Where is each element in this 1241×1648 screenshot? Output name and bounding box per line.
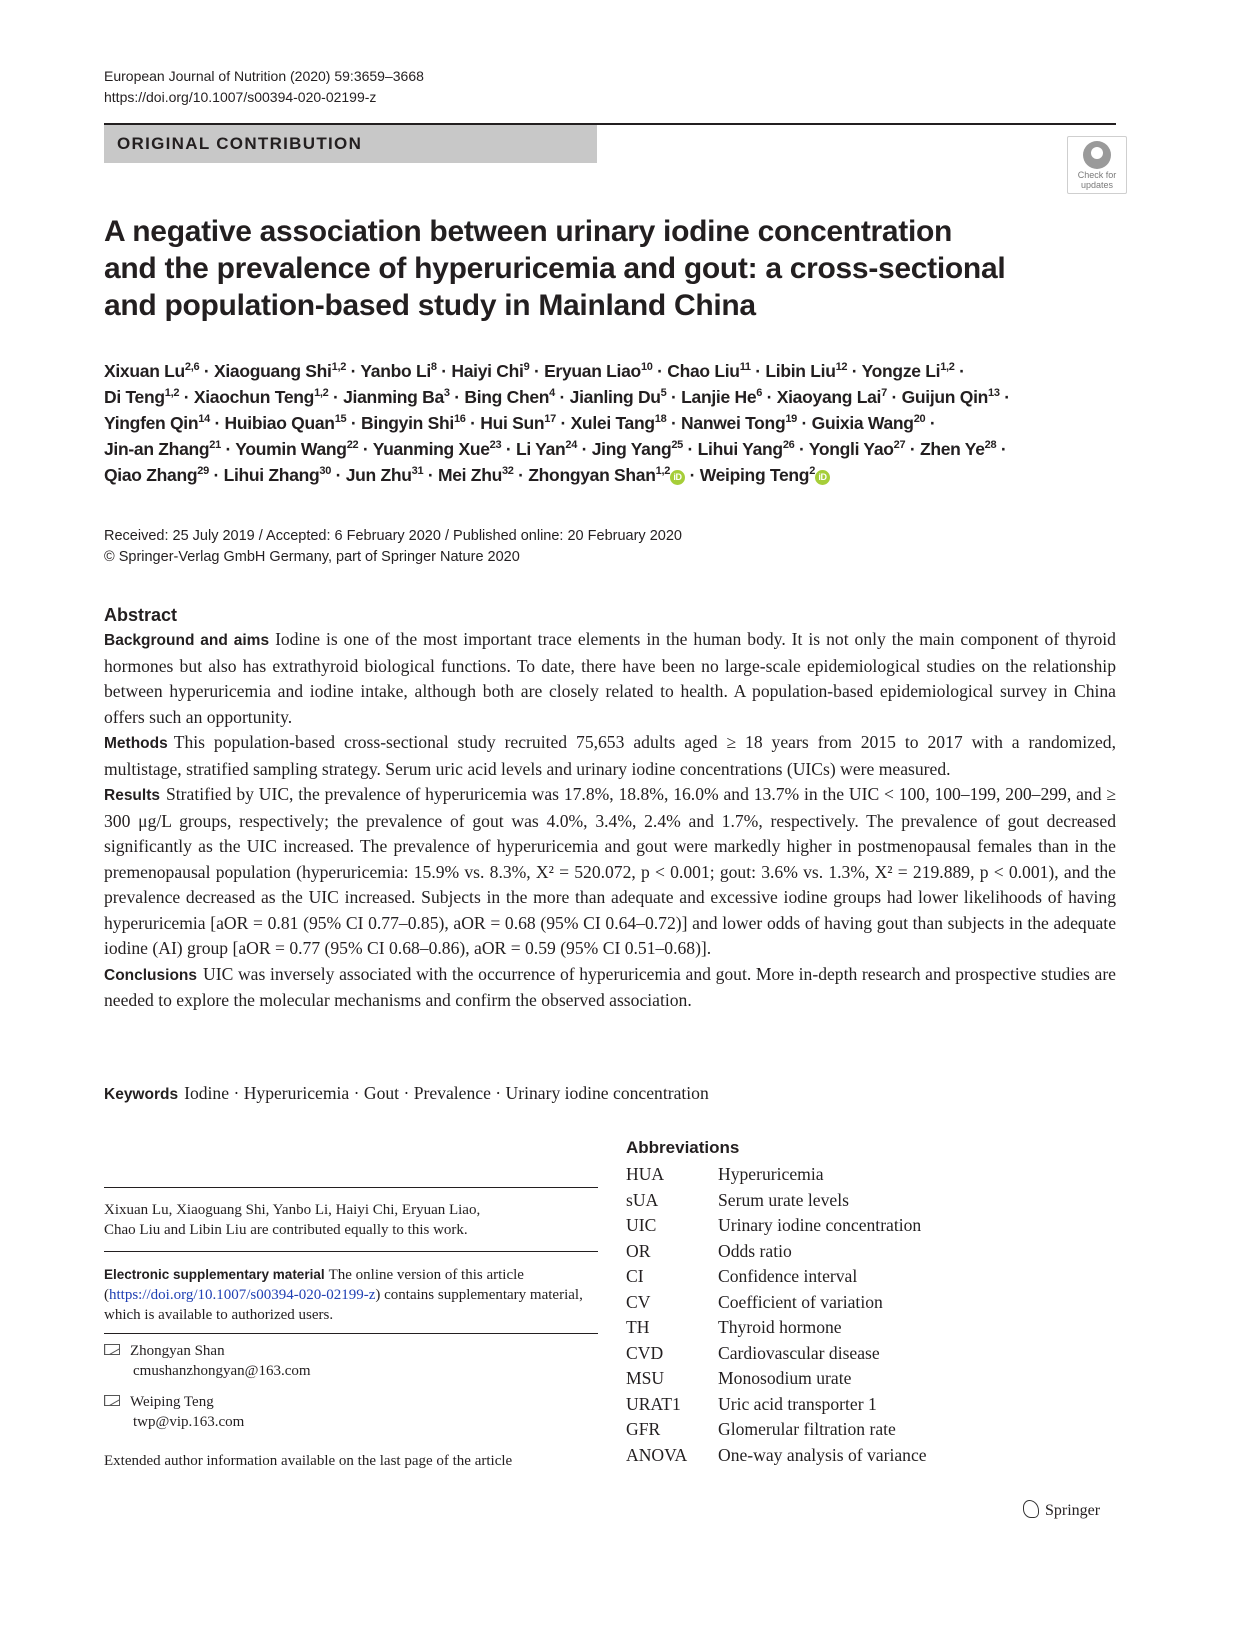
abbreviation-term: TH bbox=[626, 1317, 650, 1337]
author-affiliation: 11 bbox=[739, 361, 751, 373]
author-name: Mei Zhu bbox=[437, 465, 502, 485]
title-line: and population-based study in Mainland China bbox=[104, 289, 756, 322]
author bbox=[194, 387, 329, 407]
author-name: Weiping Teng bbox=[699, 465, 810, 485]
extended-author-info: Extended author information available on the last page of the article bbox=[104, 1453, 513, 1469]
author-affiliation: 1,2 bbox=[940, 361, 955, 373]
contact-email[interactable]: cmushanzhongyan@163.com bbox=[133, 1363, 311, 1379]
author-separator: · bbox=[954, 361, 965, 381]
journal-doi[interactable]: https://doi.org/10.1007/s00394-020-02199-z bbox=[104, 89, 377, 105]
author-name: Yuanming Xue bbox=[372, 439, 490, 459]
abstract-conclusions bbox=[104, 962, 1116, 1014]
contact-name: Weiping Teng bbox=[130, 1394, 214, 1410]
abbreviation-definition: Thyroid hormone bbox=[718, 1317, 842, 1337]
envelope-icon bbox=[104, 1395, 120, 1406]
author-separator: · bbox=[358, 439, 373, 459]
author-affiliation: 29 bbox=[197, 465, 209, 477]
author bbox=[700, 465, 830, 485]
author-separator: · bbox=[750, 361, 766, 381]
abbreviation-definition: Odds ratio bbox=[718, 1240, 792, 1261]
abbreviation-term: MSU bbox=[626, 1368, 665, 1388]
author-separator: · bbox=[513, 465, 529, 485]
copyright-line: © Springer-Verlag GmbH Germany, part of Springer Nature 2020 bbox=[104, 549, 520, 565]
author-separator: · bbox=[328, 387, 344, 407]
author-separator: · bbox=[555, 413, 571, 433]
author-affiliation: 31 bbox=[411, 465, 424, 477]
author bbox=[104, 465, 209, 485]
author bbox=[214, 361, 346, 381]
author-separator: · bbox=[220, 439, 236, 459]
keywords-text: Iodine · Hyperuricemia · Gout · Prevalence · Urinary iodine concentration bbox=[184, 1083, 709, 1103]
author-name: Chao Liu bbox=[667, 361, 740, 381]
abbreviation-definition: Glomerular filtration rate bbox=[718, 1419, 896, 1439]
author-affiliation: 14 bbox=[198, 413, 210, 425]
author-name: Eryuan Liao bbox=[544, 361, 641, 381]
author-separator: · bbox=[465, 413, 481, 433]
author-separator: · bbox=[346, 413, 361, 433]
abstract-methods bbox=[104, 730, 1116, 782]
author-separator: · bbox=[925, 413, 936, 433]
author-affiliation: 12 bbox=[835, 361, 848, 373]
author-name: Jing Yang bbox=[591, 439, 672, 459]
author bbox=[570, 387, 667, 407]
springer-horse-icon bbox=[1023, 1500, 1039, 1518]
author-name: Jin-an Zhang bbox=[104, 439, 210, 459]
abstract-label: Methods bbox=[104, 735, 168, 752]
author-line bbox=[104, 384, 1134, 410]
author bbox=[104, 361, 199, 381]
author-separator: · bbox=[905, 439, 920, 459]
author bbox=[592, 439, 683, 459]
author-name: Qiao Zhang bbox=[104, 465, 198, 485]
section-label: ORIGINAL CONTRIBUTION bbox=[117, 134, 363, 153]
author bbox=[104, 387, 179, 407]
title-line: A negative association between urinary iodine concentration bbox=[104, 215, 953, 248]
author bbox=[516, 439, 577, 459]
author-name: Xixuan Lu bbox=[104, 361, 185, 381]
abbreviation-row bbox=[626, 1443, 927, 1469]
author-separator: · bbox=[762, 387, 777, 407]
author-separator: · bbox=[179, 387, 194, 407]
author-name: Jianling Du bbox=[569, 387, 661, 407]
esm-text: The online version of this article ( bbox=[104, 1267, 524, 1303]
abbreviation-row bbox=[626, 1213, 927, 1239]
author bbox=[571, 413, 667, 433]
contact-email[interactable]: twp@vip.163.com bbox=[133, 1414, 245, 1430]
author-separator: · bbox=[685, 465, 700, 485]
author-affiliation: 22 bbox=[346, 439, 359, 451]
contact-name: Zhongyan Shan bbox=[130, 1343, 225, 1359]
abbreviation-definition: Confidence interval bbox=[718, 1266, 858, 1286]
author-name: Zhongyan Shan bbox=[528, 465, 656, 485]
abbreviation-term: sUA bbox=[626, 1189, 659, 1210]
footnote-line: Chao Liu and Libin Liu are contributed equally to this work. bbox=[104, 1222, 468, 1238]
abstract-label: Conclusions bbox=[104, 966, 198, 984]
author-name: Zhen Ye bbox=[919, 439, 985, 459]
abbreviation-definition: One-way analysis of variance bbox=[718, 1444, 927, 1465]
keywords bbox=[104, 1081, 709, 1107]
author-name: Xiaoyang Lai bbox=[776, 387, 882, 407]
author-separator: · bbox=[996, 439, 1007, 459]
author-affiliation: 9 bbox=[523, 361, 530, 373]
author-separator: · bbox=[999, 387, 1010, 407]
abstract-heading: Abstract bbox=[104, 605, 178, 625]
abstract-text: This population-based cross-sectional study recruited 75,653 adults aged ≥ 18 years from 2015 to 2017 with a randomized, multistage, stratified sampling strategy. Serum uric acid levels and urinary iodine concentrations (UICs) were measured. bbox=[104, 732, 1116, 779]
author-affiliation: 25 bbox=[671, 439, 683, 451]
author bbox=[104, 413, 210, 433]
author-name: Xulei Tang bbox=[570, 413, 655, 433]
author-name: Di Teng bbox=[104, 387, 165, 407]
author-affiliation: 13 bbox=[988, 387, 1000, 399]
author bbox=[480, 413, 556, 433]
abstract-label: Background and aims bbox=[104, 632, 270, 649]
author-affiliation: 7 bbox=[881, 387, 887, 399]
author bbox=[809, 439, 905, 459]
author-name: Youmin Wang bbox=[235, 439, 347, 459]
author-name: Li Yan bbox=[515, 439, 566, 459]
author-separator: · bbox=[886, 387, 902, 407]
author bbox=[777, 387, 887, 407]
author-separator: · bbox=[666, 413, 682, 433]
author-separator: · bbox=[666, 387, 682, 407]
author-name: Yingfen Qin bbox=[104, 413, 199, 433]
contact-zhongyan-shan bbox=[104, 1341, 598, 1381]
abbreviation-row bbox=[626, 1264, 927, 1290]
abbreviation-term: CV bbox=[626, 1291, 651, 1312]
author-line bbox=[104, 410, 1134, 436]
abbreviation-term: OR bbox=[626, 1240, 651, 1261]
author bbox=[104, 439, 221, 459]
abbreviation-row bbox=[626, 1239, 927, 1265]
author-name: Yanbo Li bbox=[360, 361, 431, 381]
footnote-rule bbox=[104, 1187, 598, 1188]
author bbox=[528, 465, 685, 485]
author-name: Lanjie He bbox=[681, 387, 757, 407]
author-name: Huibiao Quan bbox=[224, 413, 335, 433]
author-name: Lihui Zhang bbox=[223, 465, 320, 485]
author-name: Lihui Yang bbox=[697, 439, 783, 459]
esm-doi-link[interactable]: https://doi.org/10.1007/s00394-020-02199-z bbox=[109, 1287, 376, 1303]
abstract-text: UIC was inversely associated with the occurrence of hyperuricemia and gout. More in-depth research and prospective studies are needed to explore the molecular mechanisms and confirm the observed association. bbox=[104, 963, 1116, 1010]
footnote-line: Xixuan Lu, Xiaoguang Shi, Yanbo Li, Haiyi Chi, Eryuan Liao, bbox=[104, 1202, 481, 1218]
author-separator: · bbox=[577, 439, 592, 459]
author bbox=[698, 439, 795, 459]
journal-citation: European Journal of Nutrition (2020) 59:3659–3668 bbox=[104, 68, 424, 84]
author-affiliation: 32 bbox=[501, 465, 514, 477]
author bbox=[224, 465, 332, 485]
author bbox=[681, 387, 762, 407]
abbreviations-table bbox=[626, 1162, 927, 1468]
author-affiliation: 1,2 bbox=[331, 361, 347, 373]
author-separator: · bbox=[796, 413, 812, 433]
author-affiliation: 17 bbox=[544, 413, 556, 425]
author-name: Nanwei Tong bbox=[681, 413, 786, 433]
author-separator: · bbox=[682, 439, 698, 459]
contact-rule bbox=[104, 1333, 598, 1334]
author-separator: · bbox=[199, 361, 214, 381]
author-affiliation: 2 bbox=[809, 465, 816, 477]
abstract bbox=[104, 603, 1116, 1014]
author bbox=[346, 465, 424, 485]
author-separator: · bbox=[794, 439, 809, 459]
author-separator: · bbox=[346, 361, 361, 381]
author-affiliation: 20 bbox=[913, 413, 926, 425]
check-updates-line2: updates bbox=[1080, 180, 1114, 190]
author-affiliation: 26 bbox=[782, 439, 795, 451]
abbreviation-row bbox=[626, 1162, 927, 1188]
abbreviation-row bbox=[626, 1392, 927, 1418]
abbreviation-definition: Coefficient of variation bbox=[718, 1291, 883, 1312]
author-affiliation: 16 bbox=[453, 413, 466, 425]
keywords-label: Keywords bbox=[104, 1086, 179, 1103]
publication-dates bbox=[104, 526, 682, 568]
supplementary-material-note bbox=[104, 1265, 598, 1325]
author-name: Jianming Ba bbox=[343, 387, 444, 407]
check-for-updates-icon bbox=[1083, 141, 1111, 169]
abbreviation-row bbox=[626, 1341, 927, 1367]
author-affiliation: 18 bbox=[654, 413, 667, 425]
author bbox=[225, 413, 347, 433]
abbreviation-definition: Uric acid transporter 1 bbox=[718, 1393, 877, 1414]
author-name: Libin Liu bbox=[765, 361, 836, 381]
author-name: Jun Zhu bbox=[345, 465, 412, 485]
author bbox=[667, 361, 751, 381]
author-affiliation: 27 bbox=[893, 439, 906, 451]
author-affiliation: 30 bbox=[319, 465, 332, 477]
author bbox=[765, 361, 847, 381]
author-separator: · bbox=[209, 413, 225, 433]
author-separator: · bbox=[652, 361, 668, 381]
author bbox=[812, 413, 926, 433]
title-line: and the prevalence of hyperuricemia and gout: a cross-sectional bbox=[104, 252, 1006, 285]
author bbox=[464, 387, 555, 407]
author bbox=[343, 387, 450, 407]
author-affiliation: 5 bbox=[660, 387, 667, 399]
dates-line: Received: 25 July 2019 / Accepted: 6 February 2020 / Published online: 20 February 2020 bbox=[104, 528, 682, 544]
author-affiliation: 2,6 bbox=[184, 361, 200, 373]
author-name: Guijun Qin bbox=[901, 387, 989, 407]
author-separator: · bbox=[501, 439, 516, 459]
author-affiliation: 19 bbox=[785, 413, 797, 425]
author-name: Yongze Li bbox=[861, 361, 941, 381]
contact-weiping-teng bbox=[104, 1392, 598, 1432]
author bbox=[360, 361, 436, 381]
abbreviation-row bbox=[626, 1366, 927, 1392]
journal-header bbox=[104, 66, 424, 108]
esm-rule bbox=[104, 1251, 598, 1252]
abbreviation-row bbox=[626, 1188, 927, 1214]
abbreviation-definition: Serum urate levels bbox=[718, 1189, 849, 1210]
esm-text: ) contains supplementary material, which is available to authorized users. bbox=[104, 1287, 583, 1323]
author-line bbox=[104, 358, 1134, 384]
author-affiliation: 1,2 bbox=[164, 387, 180, 399]
author-separator: · bbox=[331, 465, 346, 485]
abbreviation-term: UIC bbox=[626, 1215, 657, 1235]
author bbox=[235, 439, 358, 459]
author-separator: · bbox=[436, 361, 452, 381]
author bbox=[902, 387, 1000, 407]
author bbox=[862, 361, 955, 381]
publisher-logo bbox=[1023, 1500, 1100, 1522]
abstract-text: Iodine is one of the most important trace elements in the human body. It is not only the main component of thyroid hormones but also has extrathyroid biological functions. To date, there have been no large-scale epidemiological studies on the relationship between hyperuricemia and iodine intake, although both are closely related to health. A population-based epidemiological survey in China offers such an opportunity. bbox=[104, 629, 1116, 727]
author-affiliation: 10 bbox=[640, 361, 653, 373]
orcid-icon[interactable]: iD bbox=[670, 470, 685, 485]
author-separator: · bbox=[847, 361, 862, 381]
abbreviation-row bbox=[626, 1315, 927, 1341]
abbreviations-heading: Abbreviations bbox=[626, 1138, 740, 1157]
abstract-label: Results bbox=[104, 787, 160, 804]
author-name: Bingyin Shi bbox=[361, 413, 454, 433]
author-affiliation: 8 bbox=[430, 361, 437, 373]
author-list bbox=[104, 358, 1134, 488]
check-for-updates-button[interactable] bbox=[1067, 136, 1127, 194]
author-name: Bing Chen bbox=[464, 387, 550, 407]
author-name: Xiaochun Teng bbox=[193, 387, 315, 407]
abbreviation-term: ANOVA bbox=[626, 1444, 688, 1465]
orcid-icon[interactable]: iD bbox=[815, 470, 830, 485]
author bbox=[920, 439, 996, 459]
abbreviation-term: HUA bbox=[626, 1164, 665, 1184]
author-affiliation: 1,2 bbox=[314, 387, 329, 399]
equal-contribution-note bbox=[104, 1200, 598, 1240]
author bbox=[373, 439, 502, 459]
abbreviations bbox=[626, 1136, 1116, 1468]
author bbox=[438, 465, 514, 485]
author-name: Guixia Wang bbox=[811, 413, 914, 433]
abbreviation-term: CI bbox=[626, 1266, 644, 1286]
author bbox=[361, 413, 466, 433]
author-affiliation: 1,2 bbox=[655, 465, 671, 477]
author-name: Yongli Yao bbox=[808, 439, 894, 459]
author-line bbox=[104, 462, 1134, 488]
author-name: Haiyi Chi bbox=[451, 361, 524, 381]
abstract-background bbox=[104, 627, 1116, 730]
author-affiliation: 21 bbox=[209, 439, 221, 451]
check-updates-line1: Check for bbox=[1077, 170, 1117, 180]
abbreviation-definition: Urinary iodine concentration bbox=[718, 1215, 922, 1235]
author-affiliation: 28 bbox=[984, 439, 997, 451]
abbreviation-term: GFR bbox=[626, 1419, 661, 1439]
article-title bbox=[104, 213, 1004, 324]
abbreviation-definition: Cardiovascular disease bbox=[718, 1342, 880, 1363]
envelope-icon bbox=[104, 1344, 120, 1355]
author-affiliation: 4 bbox=[549, 387, 555, 399]
author-name: Xiaoguang Shi bbox=[213, 361, 332, 381]
author-line bbox=[104, 436, 1134, 462]
author-separator: · bbox=[208, 465, 224, 485]
author-affiliation: 23 bbox=[489, 439, 502, 451]
author-affiliation: 24 bbox=[565, 439, 578, 451]
abbreviation-term: CVD bbox=[626, 1342, 664, 1363]
author-separator: · bbox=[449, 387, 465, 407]
publisher-name: Springer bbox=[1045, 1502, 1101, 1519]
author-affiliation: 6 bbox=[756, 387, 763, 399]
author-separator: · bbox=[423, 465, 438, 485]
abbreviation-term: URAT1 bbox=[626, 1393, 681, 1414]
abbreviation-definition: Monosodium urate bbox=[718, 1368, 852, 1388]
abbreviation-row bbox=[626, 1417, 927, 1443]
abstract-text: Stratified by UIC, the prevalence of hyperuricemia was 17.8%, 18.8%, 16.0% and 13.7% in the UIC < 100, 100–199, 200–299, and ≥ 300 μg/L groups, respectively; the prevalence of gout was 4.0%, 3.4%, 2.4% and 1.7%, respectively. The prevalence of gout decreased significantly as the UIC increased. The prevalence of hyperuricemia and gout were markedly higher in postmenopausal females than in the premenopausal population (hyperuricemia: 15.9% vs. 8.3%, X² = 520.072, p < 0.001; gout: 3.6% vs. 1.3%, X² = 219.889, p < 0.001), and the prevalence decreased as the UIC increased. Subjects in the more than adequate and excessive iodine groups had lower likelihoods of having hyperuricemia [aOR = 0.81 (95% CI 0.77–0.85), aOR = 0.68 (95% CI 0.64–0.72)] and lower odds of having gout than subjects in the adequate iodine (AI) group [aOR = 0.77 (95% CI 0.68–0.86), aOR = 0.59 (95% CI 0.51–0.68)]. bbox=[104, 784, 1116, 958]
author-affiliation: 15 bbox=[334, 413, 347, 425]
author bbox=[544, 361, 653, 381]
abbreviation-definition: Hyperuricemia bbox=[718, 1164, 824, 1184]
abstract-results bbox=[104, 782, 1116, 962]
author-name: Hui Sun bbox=[480, 413, 545, 433]
esm-label: Electronic supplementary material bbox=[104, 1267, 325, 1282]
author bbox=[451, 361, 529, 381]
author-affiliation: 3 bbox=[443, 387, 450, 399]
abbreviation-row bbox=[626, 1290, 927, 1316]
author bbox=[681, 413, 797, 433]
author-separator: · bbox=[529, 361, 545, 381]
author-separator: · bbox=[555, 387, 570, 407]
